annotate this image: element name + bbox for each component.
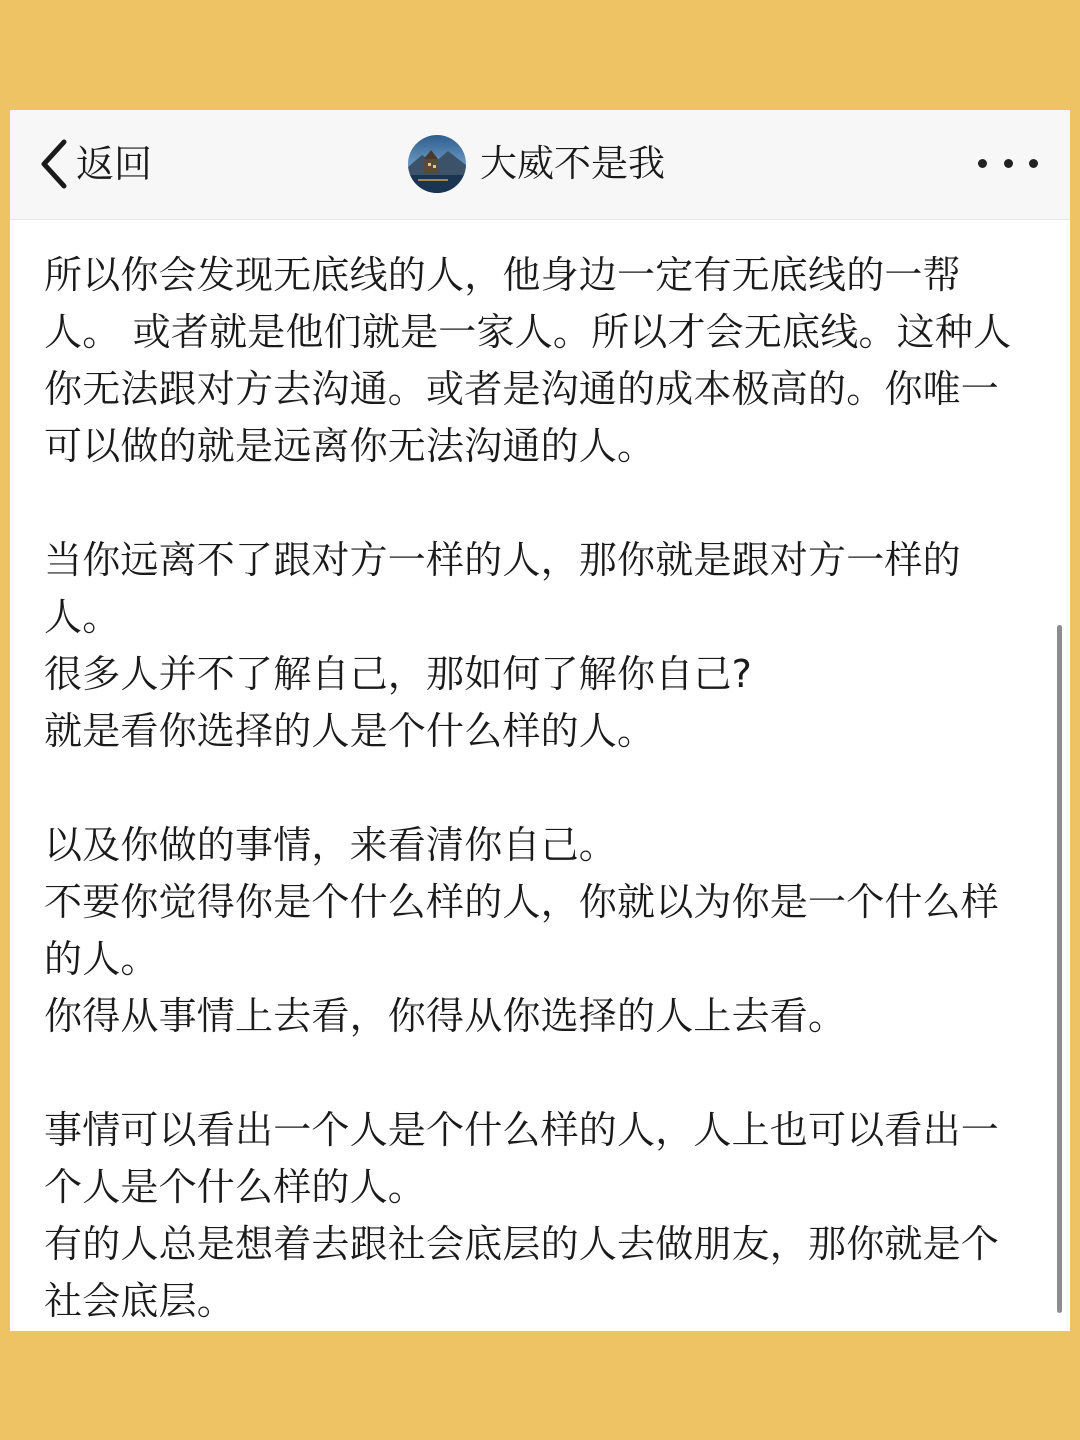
paragraph-gap (44, 1045, 1034, 1102)
navbar (10, 110, 1070, 220)
post-card (10, 110, 1070, 1331)
scrollbar[interactable] (1057, 625, 1062, 1313)
paragraph: 你得从事情上去看，你得从你选择的人上去看。 (44, 994, 847, 1038)
paragraph: 当你远离不了跟对方一样的人，那你就是跟对方一样的人。 (44, 538, 961, 639)
post-body (44, 247, 1034, 1330)
dot (1004, 159, 1013, 168)
paragraph-gap (44, 760, 1034, 817)
back-button[interactable] (36, 138, 152, 190)
paragraph: 很多人并不了解自己，那如何了解你自己? (44, 652, 752, 696)
paragraph: 有的人总是想着去跟社会底层的人去做朋友，那你就是个社会底层。 (44, 1222, 1000, 1323)
more-dots-icon[interactable] (978, 148, 1038, 178)
dot (1029, 159, 1038, 168)
paragraph: 所以你会发现无底线的人，他身边一定有无底线的一帮人。 或者就是他们就是一家人。所以才会无底线。这种人你无法跟对方去沟通。或者是沟通的成本极高的。你唯一可以做的就是远离你无法沟通的人。 (44, 253, 1012, 468)
paragraph: 事情可以看出一个人是个什么样的人，人上也可以看出一个人是个什么样的人。 (44, 1108, 1000, 1209)
back-label: 返回 (76, 142, 153, 186)
paragraph-gap (44, 475, 1034, 532)
page-title: 大威不是我 (480, 142, 665, 185)
dot (978, 159, 987, 168)
paragraph: 就是看你选择的人是个什么样的人。 (44, 709, 656, 753)
author-header[interactable] (408, 134, 665, 194)
paragraph: 以及你做的事情，来看清你自己。 (44, 823, 618, 867)
chevron-left-icon (36, 138, 70, 190)
avatar[interactable] (408, 135, 466, 193)
paragraph: 不要你觉得你是个什么样的人，你就以为你是一个什么样的人。 (44, 880, 1000, 981)
